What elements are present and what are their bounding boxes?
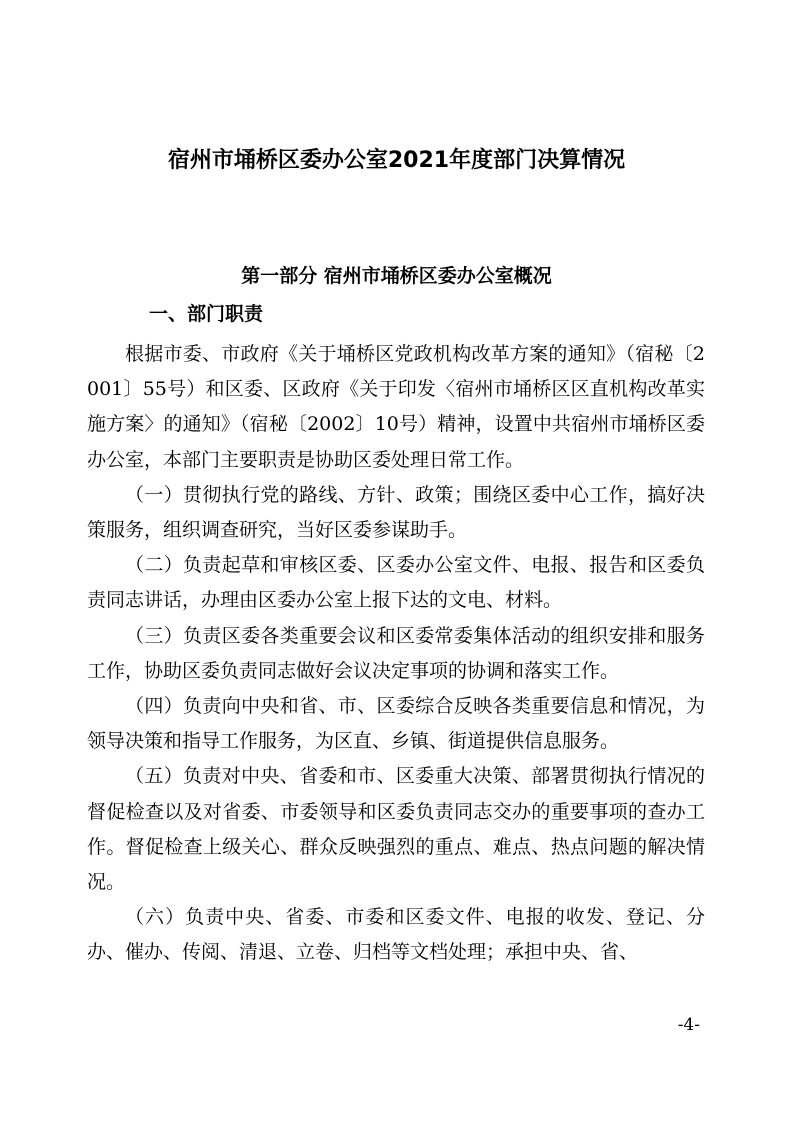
document-title: 宿州市埇桥区委办公室2021年度部门决算情况 [167, 148, 626, 173]
paragraph-duty-3: （三）负责区委各类重要会议和区委常委集体活动的组织安排和服务工作，协助区委负责同志做好会议决定事项的协调和落实工作。 [87, 624, 705, 682]
paragraph-duty-4: （四）负责向中央和省、市、区委综合反映各类重要信息和情况，为领导决策和指导工作服务，为区直、乡镇、街道提供信息服务。 [87, 695, 705, 753]
page-number: -4- [677, 1015, 700, 1035]
part-title: 第一部分 宿州市埇桥区委办公室概况 [241, 265, 552, 287]
paragraph-duty-6: （六）负责中央、省委、市委和区委文件、电报的收发、登记、分办、催办、传阅、清退、立卷、归档等文档处理；承担中央、省、 [87, 906, 705, 964]
paragraph-duty-5: （五）负责对中央、省委和市、区委重大决策、部署贯彻执行情况的督促检查以及对省委、市委领导和区委负责同志交办的重要事项的查办工作。督促检查上级关心、群众反映强烈的重点、难点、热点问题的解决情况。 [87, 765, 705, 894]
paragraph-intro: 根据市委、市政府《关于埇桥区党政机构改革方案的通知》（宿秘〔2001〕55号）和区委、区政府《关于印发〈宿州市埇桥区区直机构改革实施方案〉的通知》（宿秘〔2002〕10号）精神，设置中共宿州市埇桥区委办公室，本部门主要职责是协助区委处理日常工作。 [87, 343, 705, 471]
paragraph-duty-2: （二）负责起草和审核区委、区委办公室文件、电报、报告和区委负责同志讲话，办理由区委办公室上报下达的文电、材料。 [87, 554, 705, 612]
body-text [87, 337, 705, 971]
paragraph-duty-1: （一）贯彻执行党的路线、方针、政策；围绕区委中心工作，搞好决策服务，组织调查研究，当好区委参谋助手。 [87, 483, 705, 542]
section-heading: 一、部门职责 [149, 303, 264, 325]
